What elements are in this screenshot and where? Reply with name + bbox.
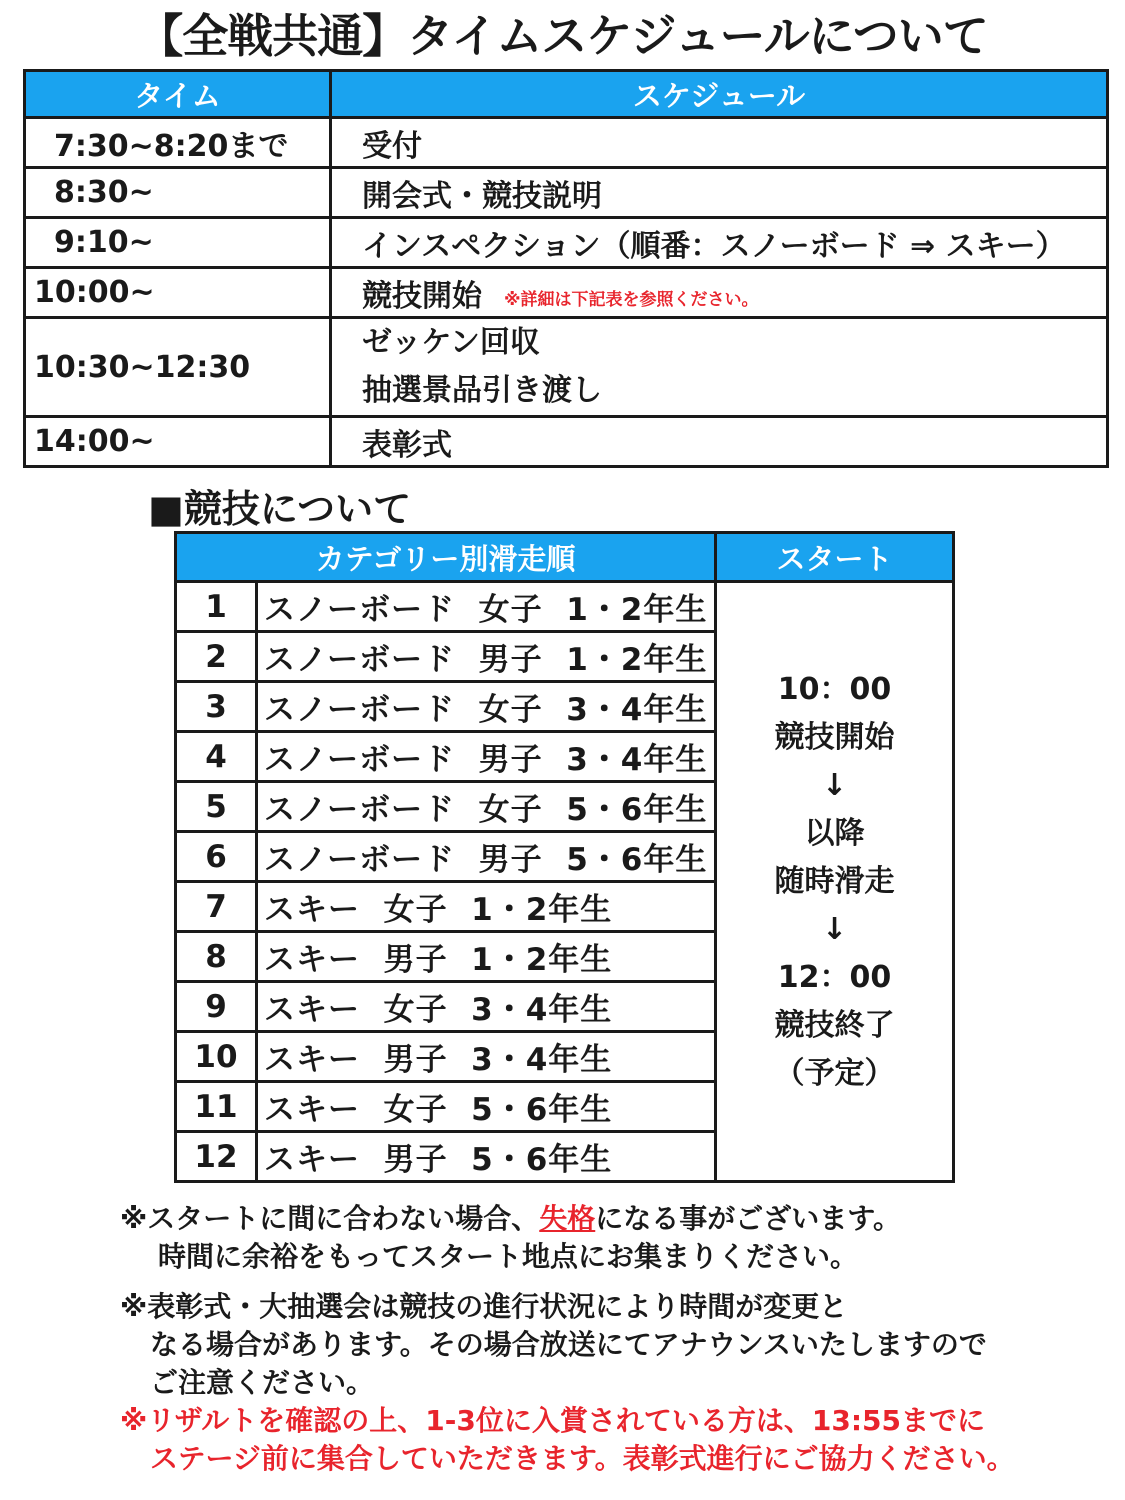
schedule-time: 7:30~8:20まで [25,118,331,168]
schedule-item: 受付 [331,118,1108,168]
start-line: 以降 [804,815,865,851]
category-cell: スキー 男子 1・2年生 [257,932,716,982]
schedule-item-line: ゼッケン回収 [362,325,540,360]
order-number: 1 [176,582,257,632]
schedule-header-time: タイム [25,71,331,118]
down-arrow-icon: ↓ [821,911,848,947]
schedule-row [25,318,1108,417]
schedule-header-row [25,71,1108,118]
category-cell: スキー 男子 3・4年生 [257,1032,716,1082]
note-line: ※表彰式・大抽選会は競技の進行状況により時間が変更と [120,1290,848,1323]
schedule-note: ※詳細は下記表を参照ください。 [504,289,759,310]
schedule-item: インスペクション（順番：スノーボード ⇒ スキー） [331,218,1108,268]
start-line: 随時滑走 [774,863,895,899]
schedule-row [25,118,1108,168]
schedule-row [25,417,1108,467]
category-cell: スノーボード 男子 1・2年生 [257,632,716,682]
category-cell: スノーボード 女子 3・4年生 [257,682,716,732]
competition-header-row [176,533,954,582]
order-number: 2 [176,632,257,682]
category-cell: スノーボード 男子 3・4年生 [257,732,716,782]
down-arrow-icon: ↓ [821,767,848,803]
order-number: 7 [176,882,257,932]
start-info [716,582,954,1182]
schedule-table [23,69,1109,468]
order-number: 6 [176,832,257,882]
category-cell: スキー 女子 3・4年生 [257,982,716,1032]
start-line: （予定） [774,1055,895,1091]
category-cell: スキー 女子 1・2年生 [257,882,716,932]
note-line: ご注意ください。 [150,1366,375,1399]
page-title: 【全戦共通】タイムスケジュールについて [137,9,988,63]
note-text: になる事がございます。 [595,1202,902,1235]
order-number: 5 [176,782,257,832]
category-cell: スノーボード 男子 5・6年生 [257,832,716,882]
order-number: 8 [176,932,257,982]
note-line-important: ステージ前に集合していただきます。表彰式進行にご協力ください。 [150,1442,1015,1475]
category-cell: スキー 女子 5・6年生 [257,1082,716,1132]
category-cell: スキー 男子 5・6年生 [257,1132,716,1182]
schedule-row [25,168,1108,218]
schedule-item [331,268,1108,318]
order-number: 10 [176,1032,257,1082]
schedule-time: 10:30~12:30 [25,318,331,417]
start-line: 12：00 [777,959,892,995]
note-line: なる場合があります。その場合放送にてアナウンスいたしますので [150,1328,987,1361]
schedule-time: 10:00~ [25,268,331,318]
category-cell: スノーボード 女子 1・2年生 [257,582,716,632]
schedule-item [331,318,1108,417]
note-line [120,1200,1110,1238]
order-number: 4 [176,732,257,782]
category-cell: スノーボード 女子 5・6年生 [257,782,716,832]
schedule-item-line: 抽選景品引き渡し [362,373,602,408]
competition-table [174,531,955,1183]
schedule-row [25,218,1108,268]
schedule-item-label: 競技開始 [362,278,482,314]
note-line: 時間に余裕をもってスタート地点にお集まりください。 [158,1240,859,1273]
section-title: ■競技について [148,487,412,531]
schedule-row [25,268,1108,318]
competition-header-category: カテゴリー別滑走順 [176,533,716,582]
table-row [176,582,954,632]
schedule-time: 8:30~ [25,168,331,218]
schedule-time: 14:00~ [25,417,331,467]
start-line: 10：00 [777,671,892,707]
order-number: 9 [176,982,257,1032]
notes [120,1200,1110,1478]
competition-header-start: スタート [716,533,954,582]
schedule-time: 9:10~ [25,218,331,268]
order-number: 3 [176,682,257,732]
start-line: 競技終了 [774,1007,895,1043]
note-line-important: ※リザルトを確認の上、1-3位に入賞されている方は、13:55までに [120,1404,985,1437]
schedule-item: 開会式・競技説明 [331,168,1108,218]
start-line: 競技開始 [774,719,895,755]
schedule-header-schedule: スケジュール [331,71,1108,118]
schedule-item: 表彰式 [331,417,1108,467]
disqualification-text: 失格 [539,1202,596,1235]
order-number: 12 [176,1132,257,1182]
order-number: 11 [176,1082,257,1132]
note-text: ※スタートに間に合わない場合、 [120,1202,540,1235]
